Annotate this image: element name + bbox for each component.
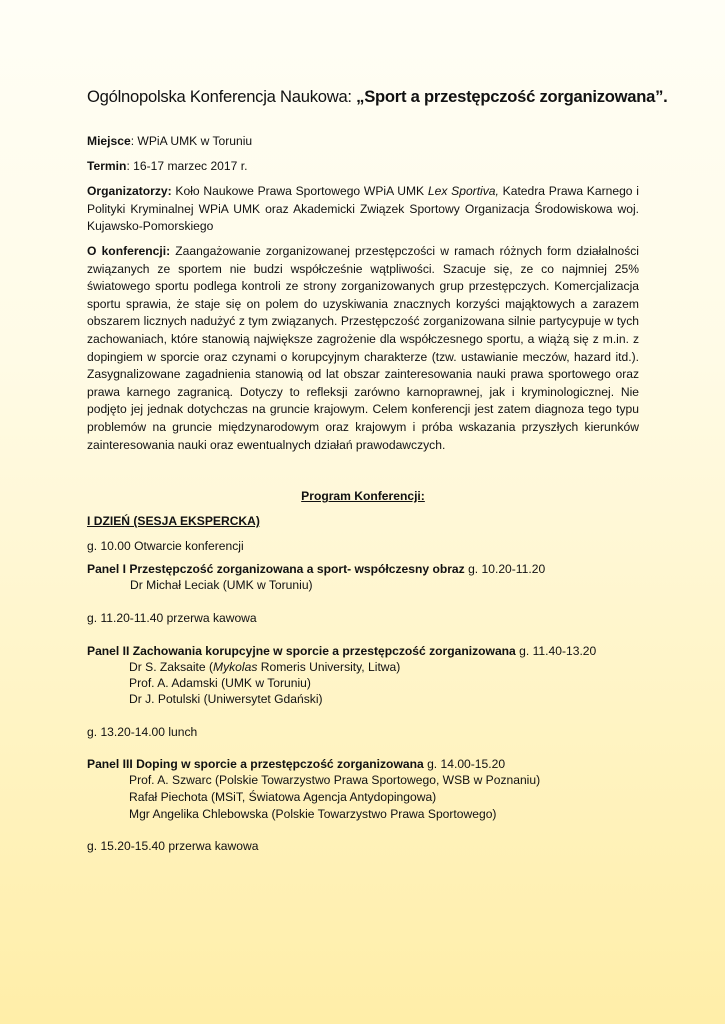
panel3-line [87, 756, 505, 773]
about-text: Zaangażowanie zorganizowanej przestępczości w ramach różnych form działalności związanych ze sportem nie budzi współcześnie wątpliwości. Szacuje się, ze co najmniej 25% światowego sportu podlega kontroli ze strony zorganizowanych grup przestępczych. Komercjalizacja sportu sprawia, że staje się on polem do uzyskiwania znacznych korzyści mająktowych a zarazem obszarem licznych nadużyć z tym związanych. Przestępczość zorganizowana silnie partycypuje w tych zachowaniach, które stanowią największe zagrożenie dla współczesnego sportu, a wiążą się z m.in. z dopingiem w sporcie oraz czynami o korupcyjnym charakterze (tzw. ustawianie meczów, hazard itd.). Zasygnalizowane zagadnienia stanowią od lat obszar zainteresowania nauki prawa sportowego oraz prawa karnego zagranicą. Dotyczy to refleksji zarówno karnoprawnej, jak i kryminologicznej. Nie podjęto jej jednak dotychczas na gruncie krajowym. Celem konferencji jest zatem diagnoza tego typu problemów na gruncie międzynarodowym oraz krajowym i próba wskazania przyszłych kierunków zainteresowania nauki oraz ewentualnych działań prawodawczych. [87, 244, 639, 452]
panel3-speaker-2: Rafał Piechota (MSiT, Światowa Agencja Antydopingowa) [129, 790, 437, 804]
about-label: O konferencji: [87, 244, 171, 258]
panel1-speaker: Dr Michał Leciak (UMK w Toruniu) [130, 578, 313, 592]
place-label: Miejsce [87, 134, 131, 148]
place-value: : WPiA UMK w Toruniu [130, 134, 253, 148]
lunch-line: g. 13.20-14.00 lunch [87, 725, 198, 739]
panel3-speaker-1: Prof. A. Szwarc (Polskie Towarzystwo Prawa Sportowego, WSB w Poznaniu) [129, 773, 541, 787]
organizers-italic: Lex Sportiva, [427, 184, 499, 198]
panel2-speaker-2: Prof. A. Adamski (UMK w Toruniu) [129, 676, 311, 690]
about-paragraph [87, 243, 639, 454]
organizers-text-2: Katedra Prawa Karnego i Polityki Kryminalnej WPiA UMK oraz Akademicki Związek Sportowy Organizacja Środowiskowa woj. Kujawsko-Pomorskiego [87, 184, 639, 234]
panel3-title: Panel III Doping w sporcie a przestępczość zorganizowana [87, 757, 424, 771]
date-label: Termin [87, 159, 127, 173]
date-value: : 16-17 marzec 2017 r. [126, 159, 248, 173]
panel2-speaker-3: Dr J. Potulski (Uniwersytet Gdański) [129, 692, 323, 706]
place-line [87, 133, 639, 151]
day1-heading: I DZIEŃ (SESJA EKSPERCKA) [87, 514, 260, 528]
opening-line: g. 10.00 Otwarcie konferencji [87, 539, 244, 553]
organizers-paragraph [87, 183, 639, 236]
organizers-text-1: Koło Naukowe Prawa Sportowego WPiA UMK [171, 184, 428, 198]
panel1-line [87, 561, 545, 578]
panel2-time: g. 11.40-13.20 [515, 644, 597, 658]
panel2-title: Panel II Zachowania korupcyjne w sporcie a przestępczość zorganizowana [87, 644, 516, 658]
page-title [87, 86, 668, 108]
break1-line: g. 11.20-11.40 przerwa kawowa [87, 611, 257, 625]
panel2-speaker-1: Dr S. Zaksaite (Mykolas Romeris University, Litwa) [129, 660, 401, 674]
panel2-line [87, 643, 596, 660]
program-heading: Program Konferencji: [301, 489, 425, 503]
panel1-time: g. 10.20-11.20 [464, 562, 546, 576]
panel1-title: Panel I Przestępczość zorganizowana a sport- współczesny obraz [87, 562, 465, 576]
title-prefix: Ogólnopolska Konferencja Naukowa: [87, 87, 357, 106]
panel3-time: g. 14.00-15.20 [423, 757, 506, 771]
break2-line: g. 15.20-15.40 przerwa kawowa [87, 839, 259, 853]
title-bold: „Sport a przestępczość zorganizowana”. [356, 87, 668, 106]
organizers-label: Organizatorzy: [87, 184, 172, 198]
panel3-speaker-3: Mgr Angelika Chlebowska (Polskie Towarzystwo Prawa Sportowego) [129, 807, 497, 821]
date-line [87, 158, 639, 176]
